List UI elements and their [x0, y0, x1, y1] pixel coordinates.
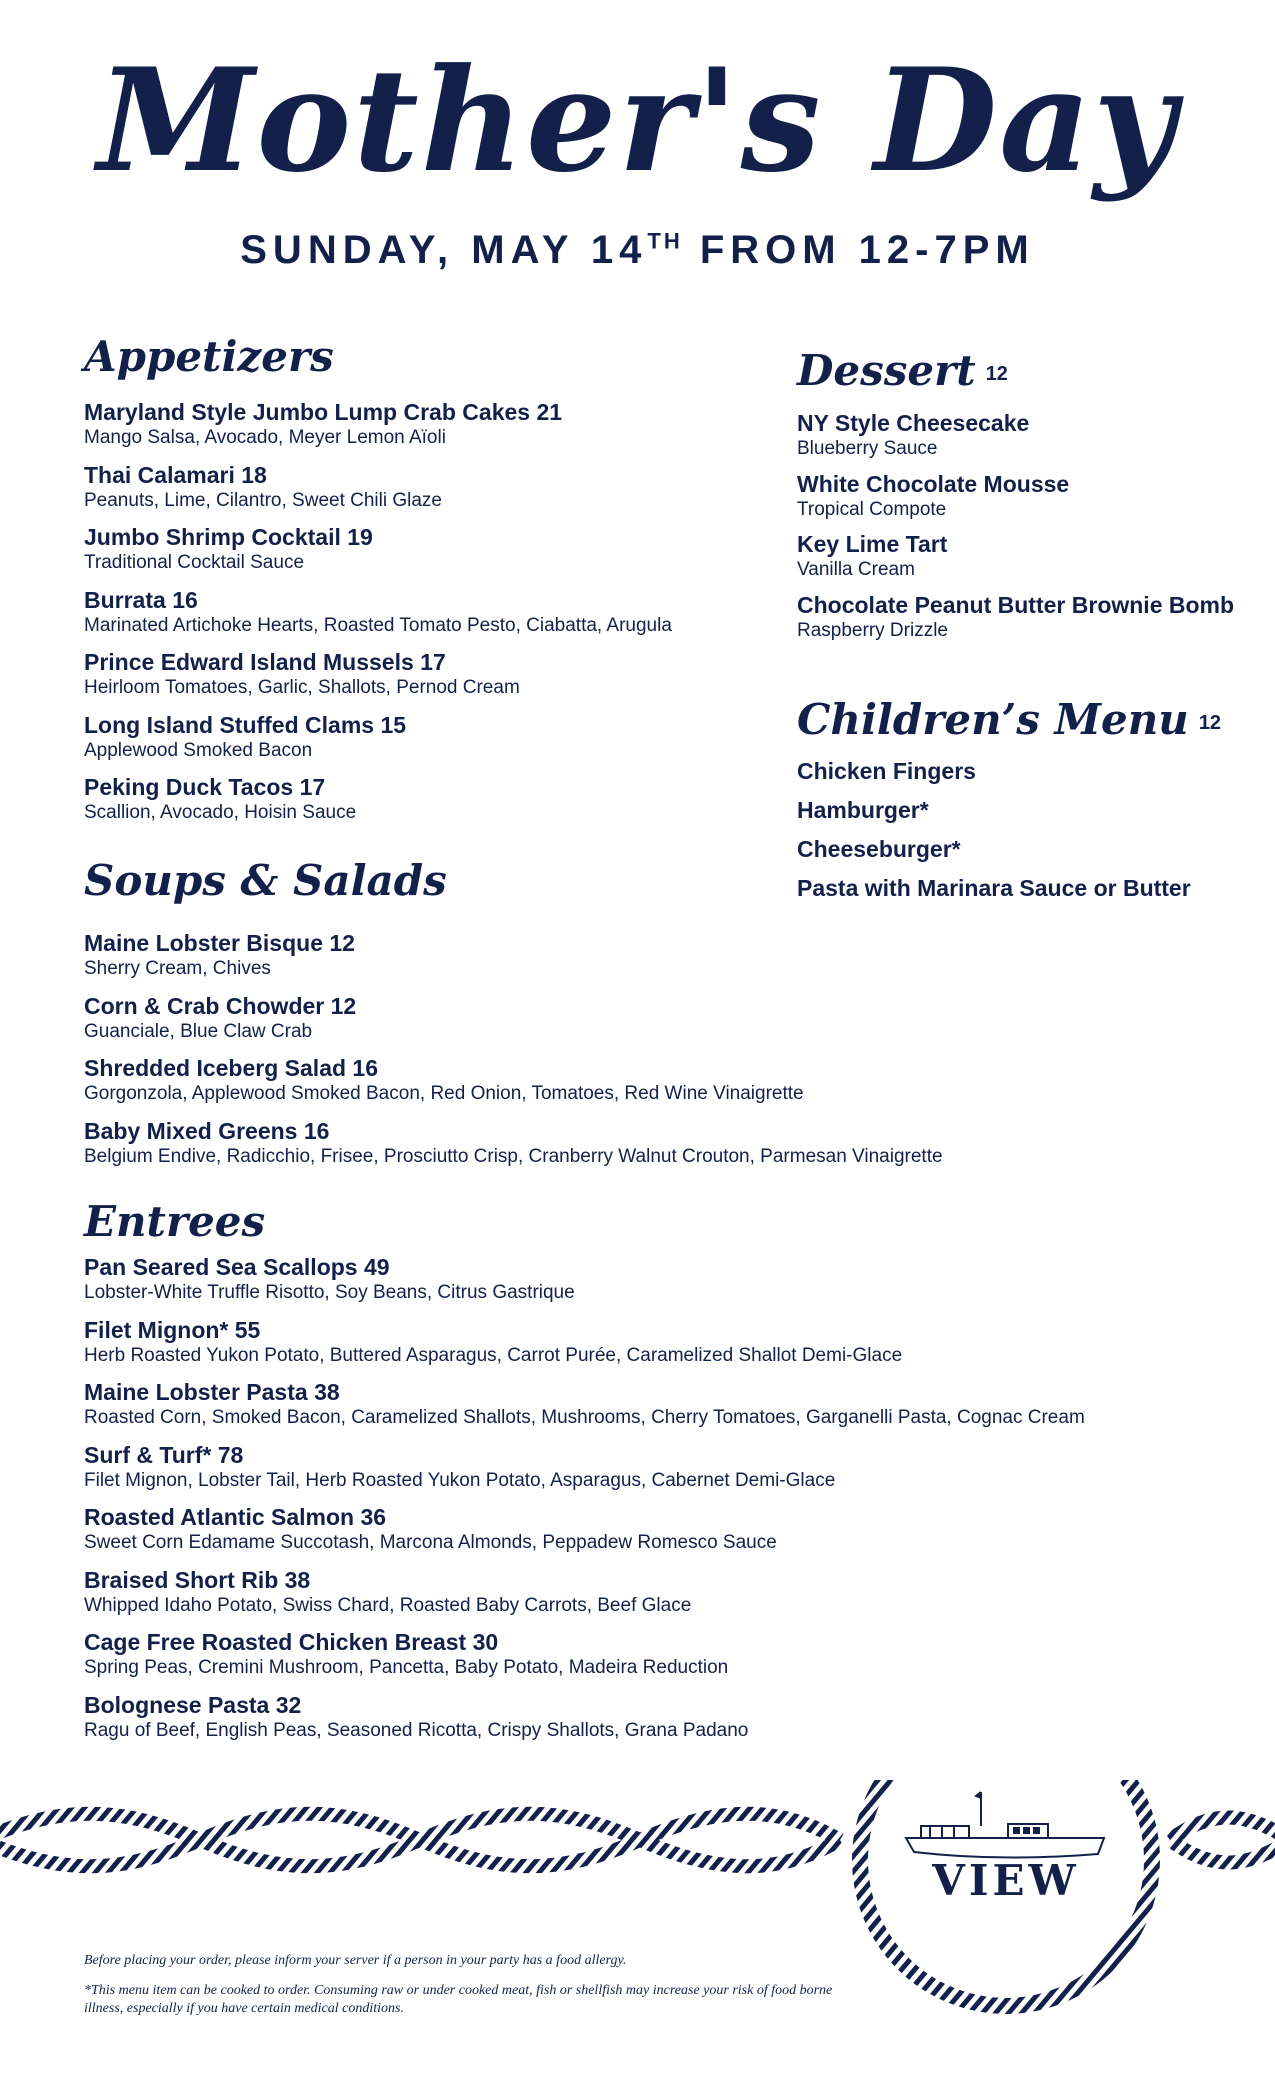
item-name: Hamburger*	[797, 797, 929, 823]
item-name: Surf & Turf* 78	[84, 1441, 244, 1468]
event-date: SUNDAY, MAY 14	[240, 228, 648, 272]
menu-item	[84, 929, 943, 992]
entrees-heading: Entrees	[84, 1197, 266, 1246]
page-title: Mother's Day	[97, 38, 1178, 204]
logo-text: VIEW	[932, 1856, 1080, 1905]
item-description: Sherry Cream, Chives	[84, 958, 271, 979]
item-name: Jumbo Shrimp Cocktail 19	[84, 524, 373, 550]
menu-item	[84, 711, 672, 774]
item-description: Herb Roasted Yukon Potato, Buttered Asparagus, Carrot Purée, Caramelized Shallot Demi-Glace	[84, 1344, 903, 1366]
menu-item	[84, 461, 672, 524]
item-name: Chocolate Peanut Butter Brownie Bomb	[797, 591, 1235, 618]
dessert-price: 12	[985, 363, 1008, 385]
item-description: Heirloom Tomatoes, Garlic, Shallots, Pernod Cream	[84, 677, 520, 698]
menu-item	[84, 523, 672, 586]
menu-item	[84, 586, 672, 649]
item-description: Lobster-White Truffle Risotto, Soy Beans, Citrus Gastrique	[84, 1282, 575, 1303]
item-name: NY Style Cheesecake	[797, 410, 1030, 436]
item-name: Key Lime Tart	[797, 531, 948, 557]
item-description: Scallion, Avocado, Hoisin Sauce	[84, 802, 357, 823]
item-description: Raspberry Drizzle	[797, 619, 948, 641]
item-description: Whipped Idaho Potato, Swiss Chard, Roasted Baby Carrots, Beef Glace	[84, 1594, 692, 1616]
appetizers-list	[84, 398, 672, 836]
menu-item	[84, 1253, 1085, 1316]
item-name: Chicken Fingers	[797, 758, 976, 784]
menu-item	[797, 409, 1234, 470]
item-description: Marinated Artichoke Hearts, Roasted Tomato Pesto, Ciabatta, Arugula	[84, 614, 672, 636]
item-name: Maine Lobster Pasta 38	[84, 1379, 340, 1405]
appetizers-heading: Appetizers	[84, 332, 334, 381]
childrens-menu-heading-text: Children’s Menu	[797, 695, 1189, 744]
item-name: Maryland Style Jumbo Lump Crab Cakes 21	[84, 399, 563, 425]
item-name: Shredded Iceberg Salad 16	[84, 1055, 379, 1081]
item-name: Long Island Stuffed Clams 15	[84, 711, 407, 738]
item-description: Spring Peas, Cremini Mushroom, Pancetta, Baby Potato, Madeira Reduction	[84, 1657, 729, 1678]
item-name: Peking Duck Tacos 17	[84, 774, 326, 800]
item-name: Prince Edward Island Mussels 17	[84, 649, 446, 675]
item-description: Filet Mignon, Lobster Tail, Herb Roasted Yukon Potato, Asparagus, Cabernet Demi-Glace	[84, 1469, 836, 1491]
menu-item	[84, 1628, 1085, 1691]
item-description: Sweet Corn Edamame Succotash, Marcona Almonds, Peppadew Romesco Sauce	[84, 1532, 777, 1553]
item-description: Ragu of Beef, English Peas, Seasoned Ricotta, Crispy Shallots, Grana Padano	[84, 1719, 749, 1741]
date-ordinal-suffix: TH	[647, 228, 683, 254]
item-description: Guanciale, Blue Claw Crab	[84, 1020, 313, 1042]
menu-item	[84, 1117, 943, 1180]
item-name: Cheeseburger*	[797, 836, 961, 862]
entrees-list	[84, 1253, 1085, 1753]
item-description: Applewood Smoked Bacon	[84, 739, 313, 761]
item-name: Roasted Atlantic Salmon 36	[84, 1504, 387, 1530]
menu-item	[797, 530, 1234, 591]
item-name: Pan Seared Sea Scallops 49	[84, 1254, 390, 1280]
menu-item	[84, 1503, 1085, 1566]
menu-item	[84, 1441, 1085, 1504]
allergy-note: Before placing your order, please inform your server if a person in your party has a food allergy.	[84, 1953, 627, 1968]
item-description: Blueberry Sauce	[797, 438, 938, 459]
item-name: Bolognese Pasta 32	[84, 1691, 302, 1718]
childrens-menu-price: 12	[1198, 712, 1222, 734]
dessert-list	[797, 409, 1234, 651]
menu-item	[797, 874, 1191, 913]
menu-item	[797, 470, 1234, 531]
item-name: Braised Short Rib 38	[84, 1566, 311, 1593]
menu-item	[797, 796, 1191, 835]
menu-item	[84, 1054, 943, 1117]
item-description: Vanilla Cream	[797, 559, 915, 580]
item-name: Baby Mixed Greens 16	[84, 1117, 330, 1144]
event-time: FROM 12-7PM	[682, 228, 1035, 272]
dessert-heading	[797, 346, 1008, 395]
item-name: Cage Free Roasted Chicken Breast 30	[84, 1629, 499, 1655]
menu-item	[84, 648, 672, 711]
menu-item	[84, 992, 943, 1055]
item-description: Traditional Cocktail Sauce	[84, 552, 305, 573]
menu-item	[797, 591, 1234, 652]
menu-item	[797, 757, 1191, 796]
item-description: Belgium Endive, Radicchio, Frisee, Prosciutto Crisp, Cranberry Walnut Crouton, Parmesan Vinaigrette	[84, 1145, 943, 1167]
item-description: Roasted Corn, Smoked Bacon, Caramelized Shallots, Mushrooms, Cherry Tomatoes, Garganelli Pasta, Cognac Cream	[84, 1407, 1085, 1428]
item-description: Tropical Compote	[797, 498, 947, 520]
menu-item	[84, 1691, 1085, 1754]
item-description: Peanuts, Lime, Cilantro, Sweet Chili Glaze	[84, 489, 442, 511]
soups-salads-heading: Soups & Salads	[84, 856, 447, 905]
item-name: Thai Calamari 18	[84, 461, 267, 488]
item-description: Mango Salsa, Avocado, Meyer Lemon Aïoli	[84, 427, 446, 448]
menu-item	[84, 398, 672, 461]
dessert-heading-text: Dessert	[797, 346, 976, 395]
raw-food-warning: *This menu item can be cooked to order. Consuming raw or under cooked meat, fish or shellfish may increase your risk of food borne illness, especially if you have certain medical conditions.	[84, 1983, 833, 2016]
menu-item	[84, 1378, 1085, 1441]
item-name: Filet Mignon* 55	[84, 1316, 261, 1343]
event-date-time	[0, 228, 1275, 273]
item-name: Maine Lobster Bisque 12	[84, 930, 355, 956]
menu-item	[797, 835, 1191, 874]
soups-salads-list	[84, 929, 943, 1179]
childrens-menu-list	[797, 757, 1191, 913]
item-description: Gorgonzola, Applewood Smoked Bacon, Red Onion, Tomatoes, Red Wine Vinaigrette	[84, 1083, 804, 1104]
item-name: Burrata 16	[84, 586, 198, 613]
menu-item	[84, 773, 672, 836]
menu-item	[84, 1566, 1085, 1629]
rope-decoration	[0, 1780, 1275, 2080]
item-name: Corn & Crab Chowder 12	[84, 992, 357, 1019]
item-name: White Chocolate Mousse	[797, 470, 1070, 497]
childrens-menu-heading	[797, 695, 1222, 744]
menu-item	[84, 1316, 1085, 1379]
item-name: Pasta with Marinara Sauce or Butter	[797, 875, 1191, 901]
